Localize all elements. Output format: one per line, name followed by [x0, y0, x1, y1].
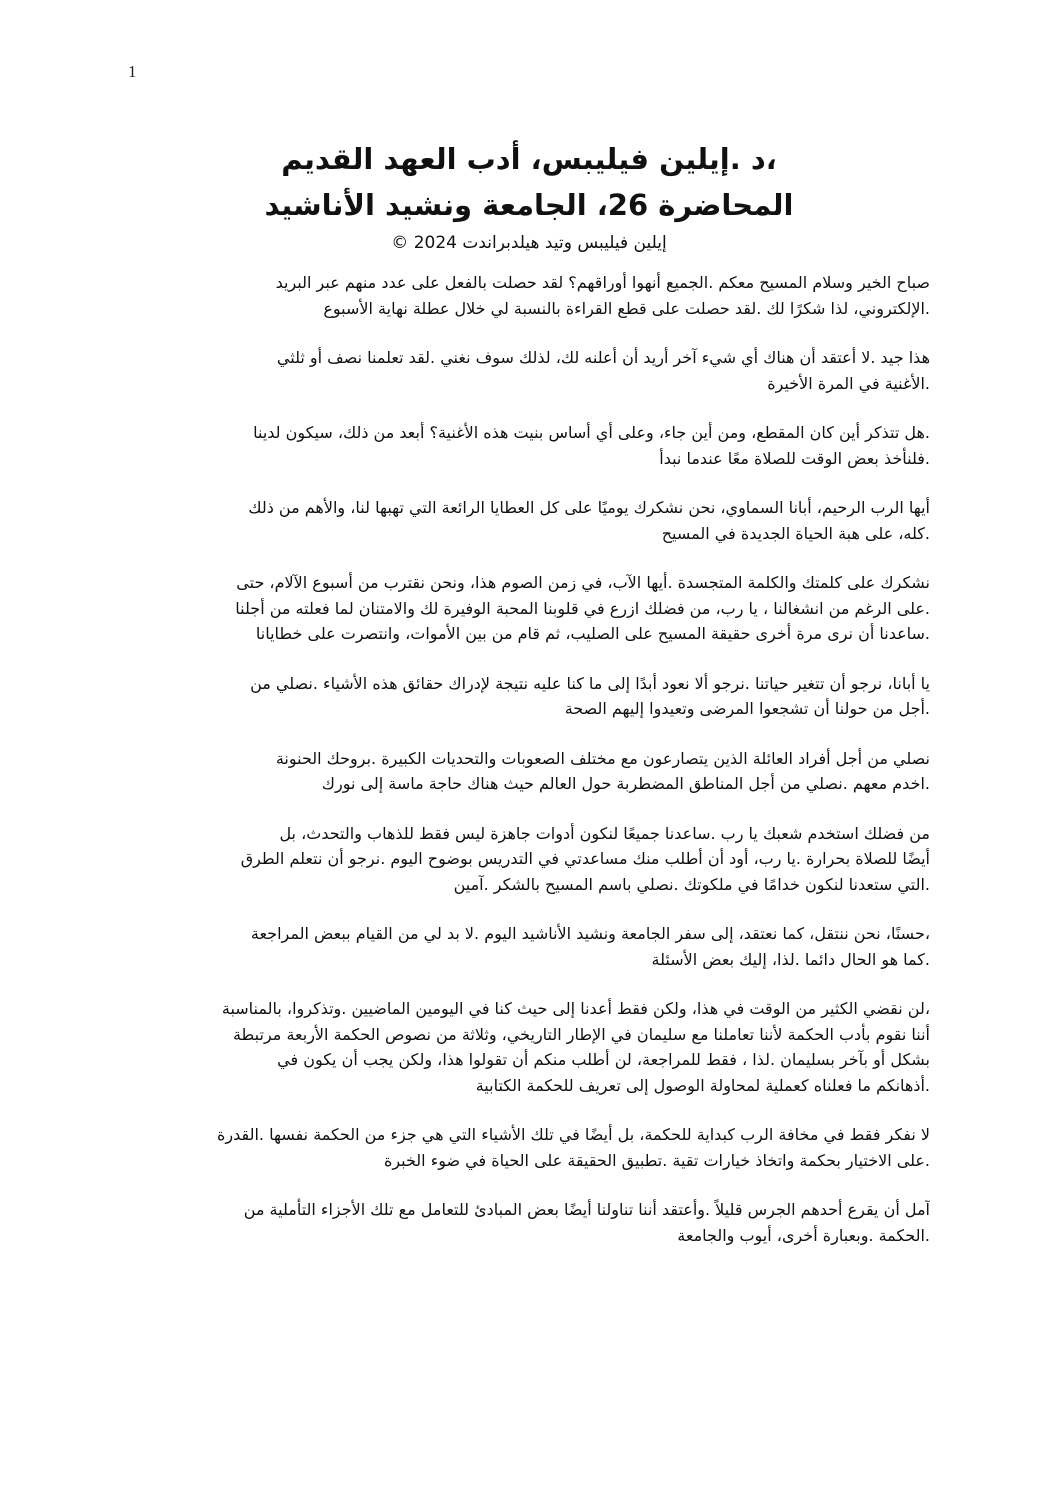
paragraph-line: .الأغنية في المرة الأخيرة: [767, 373, 930, 393]
paragraph: [128, 921, 930, 972]
paragraph-line: .على الاختيار بحكمة واتخاذ خيارات تقية .تطبيق الحقيقة على الحياة في ضوء الخبرة: [383, 1150, 930, 1170]
paragraph-line: .كما هو الحال دائما .لذا، إليك بعض الأسئلة: [651, 949, 930, 969]
paragraph-line: .هل تتذكر أين كان المقطع، ومن أين جاء، وعلى أي أساس بنيت هذه الأغنية؟ أبعد من ذلك، سيكون لدينا: [253, 423, 930, 442]
paragraph-line: هذا جيد .لا أعتقد أن هناك أي شيء آخر أريد أن أعلنه لك، لذلك سوف نغني .لقد تعلمنا نصف أو ثلثي: [276, 348, 930, 367]
paragraph-line: .على الرغم من انشغالنا ، يا رب، من فضلك ازرع في قلوبنا المحبة الوفيرة لك والامتنان لما فعلته من أجلنا: [235, 598, 930, 618]
paragraph-line: أيضًا للصلاة بحرارة .يا رب، أود أن أطلب منك مساعدتي في التدريس بوضوح اليوم .نرجو أن نتعلم الطرق: [240, 849, 930, 868]
paragraph: [128, 1122, 930, 1173]
paragraph-line: بشكل أو بآخر بسليمان .لذا ، فقط للمراجعة، لن أطلب منكم أن تقولوا هذا، ولكن يجب أن يكون في: [277, 1050, 930, 1069]
paragraph: [128, 345, 930, 396]
paragraph-line: .الإلكتروني، لذا شكرًا لك .لقد حصلت على قطع القراءة بالنسبة لي خلال عطلة نهاية الأسبوع: [323, 298, 930, 318]
paragraph-line: نشكرك على كلمتك والكلمة المتجسدة .أيها الآب، في زمن الصوم هذا، ونحن نقترب من أسبوع الآلام، حتى: [236, 573, 930, 592]
paragraph-line: .ساعدنا أن نرى مرة أخرى حقيقة المسيح على الصليب، ثم قام من بين الأموات، وانتصرت على خطايانا: [255, 624, 930, 643]
paragraph: [128, 495, 930, 546]
paragraph-line: ،لن نقضي الكثير من الوقت في هذا، ولكن فقط أعدنا إلى حيث كنا في اليومين الماضيين .وتذكروا، بالمناسبة: [221, 999, 930, 1018]
paragraph: [128, 996, 930, 1098]
title-line-1: ،د .إيلين فيليبس، أدب العهد القديم: [281, 142, 777, 176]
paragraph: [128, 270, 930, 321]
page-number: 1: [128, 62, 137, 81]
paragraph: [128, 1197, 930, 1248]
paragraph-line: صباح الخير وسلام المسيح معكم .الجميع أنهوا أوراقهم؟ لقد حصلت بالفعل على عدد منهم عبر البريد: [275, 273, 930, 292]
title-line-2: المحاضرة 26، الجامعة ونشيد الأناشيد: [264, 188, 794, 222]
paragraph-line: يا أبانا، نرجو أن تتغير حياتنا .نرجو ألا نعود أبدًا إلى ما كنا عليه نتيجة لإدراك حقائق هذه الأشياء .نصلي من: [250, 673, 930, 693]
paragraph: [128, 570, 930, 647]
paragraph: [128, 746, 930, 797]
paragraph-line: .الحكمة .وبعبارة أخرى، أيوب والجامعة: [677, 1225, 930, 1245]
paragraph-line: نصلي من أجل أفراد العائلة الذين يتصارعون مع مختلف الصعوبات والتحديات الكبيرة .بروحك الحنونة: [275, 748, 930, 768]
paragraph-line: .أجل من حولنا أن تشجعوا المرضى وتعيدوا إليهم الصحة: [564, 699, 930, 718]
paragraph-line: آمل أن يقرع أحدهم الجرس قليلاً .وأعتقد أننا تناولنا أيضًا بعض المبادئ للتعامل مع تلك الأجزاء التأملية من: [243, 1200, 930, 1219]
paragraph-line: .اخدم معهم .نصلي من أجل المناطق المضطربة حول العالم حيث هناك حاجة ماسة إلى نورك: [321, 774, 930, 793]
document-header: [120, 136, 938, 256]
paragraph-line: .كله، على هبة الحياة الجديدة في المسيح: [661, 523, 930, 543]
paragraph-line: .التي ستعدنا لنكون خدامًا في ملكوتك .نصلي باسم المسيح بالشكر .آمين: [453, 874, 930, 894]
paragraph-line: من فضلك استخدم شعبك يا رب .ساعدنا جميعًا لنكون أدوات جاهزة ليس فقط للذهاب والتحدث، بل: [279, 823, 930, 843]
copyright-notice: إيلين فيليبس وتيد هيلدبراندت 2024 ©: [391, 233, 667, 253]
paragraph: [128, 821, 930, 898]
paragraph-line: .فلنأخذ بعض الوقت للصلاة معًا عندما نبدأ: [659, 448, 930, 468]
paragraph-line: لا نفكر فقط في مخافة الرب كبداية للحكمة، بل أيضًا في تلك الأشياء التي هي جزء من الحكمة نفسها .القدرة: [216, 1125, 930, 1144]
paragraph-line: ،حسنًا، نحن ننتقل، كما نعتقد، إلى سفر الجامعة ونشيد الأناشيد اليوم .لا بد لي من القيام ببعض المراجعة: [250, 924, 930, 943]
paragraph: [128, 420, 930, 471]
paragraph-line: أيها الرب الرحيم، أبانا السماوي، نحن نشكرك يوميًا على كل العطايا الرائعة التي تهبها لنا، والأهم من ذلك: [248, 498, 930, 517]
lecture-body: [128, 270, 930, 1272]
paragraph-line: .أذهانكم ما فعلناه كعملية لمحاولة الوصول إلى تعريف للحكمة الكتابية: [475, 1075, 930, 1095]
paragraph-line: أننا نقوم بأدب الحكمة لأننا تعاملنا مع سليمان في الإطار التاريخي، وثلاثة من نصوص الحكمة الأربعة مرتبطة: [232, 1024, 930, 1044]
paragraph: [128, 671, 930, 722]
